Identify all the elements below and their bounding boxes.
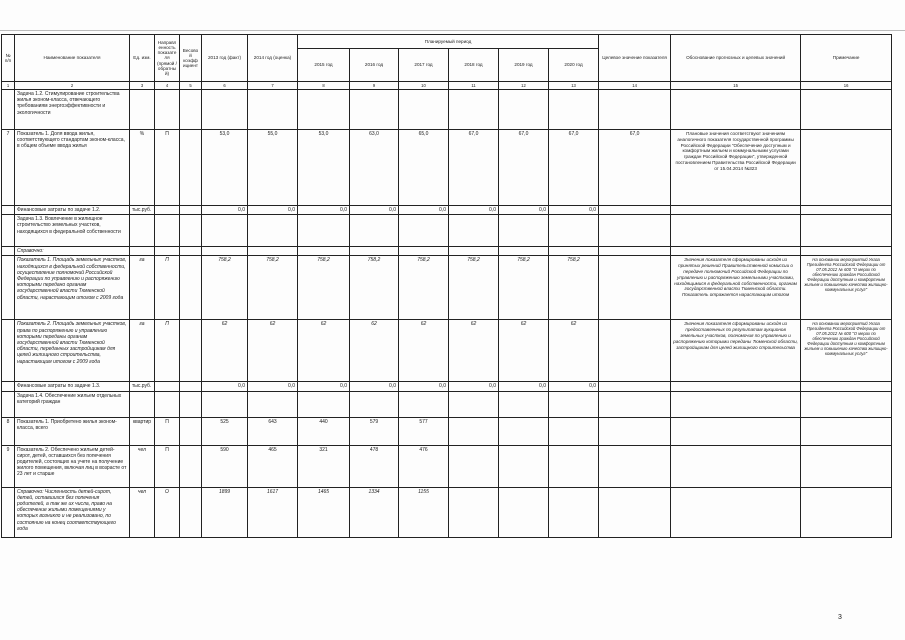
column-number: 13: [549, 82, 599, 90]
value-cell: 440: [298, 417, 350, 445]
value-cell: 65,0: [399, 130, 449, 206]
value-cell: 53,0: [202, 130, 248, 206]
value-cell: 758,2: [499, 256, 549, 320]
table-row: [2, 487, 892, 537]
value-cell: 67,0: [549, 130, 599, 206]
reference-row: [2, 247, 892, 256]
value-cell: 62: [248, 320, 298, 382]
remark-cell: На основании мероприятий Указа Президента Российской Федерации от 07.05.2012 № 600 "О мерах по обеспечению граждан Российской Федерации доступным и комфортным жильем и повышению качества жилищно-коммунальных услуг": [801, 320, 892, 382]
justification-cell: Плановые значения соответствуют значениям аналогичного показателя государственной программы Российской Федерации "Обеспечение доступным и комфортным жильем и коммунальными услугами граждан Российской Федерации", утвержденной постановлением Правительства Российской Федерации от 15.04.2014 №323: [671, 130, 801, 206]
indicator-name: Показатель 2. Площадь земельных участков, права по распоряжению и управлению которыми переданы органам государственной власти Тюменской области, переданных застройщикам для целей жилищного строительства, нарастающим итогом с 2009 года: [15, 320, 130, 382]
column-number: 14: [599, 82, 671, 90]
direction-cell: П: [155, 256, 180, 320]
indicator-name: Показатель 1. Доля ввода жилья, соответствующего стандартам эконом-класса, в общем объеме ввода жилья: [15, 130, 130, 206]
value-cell: 478: [350, 445, 399, 487]
unit-cell: га: [130, 256, 155, 320]
value-cell: 62: [298, 320, 350, 382]
indicator-table: [1, 34, 892, 538]
task-title: Задача 1.2. Стимулирование строительства жилья эконом-класса, отвечающего требованиям энергоэффективности и экологичности: [15, 90, 130, 130]
unit-cell: тыс.руб.: [130, 382, 155, 391]
task-row: [2, 215, 892, 247]
task-title: Задача 1.3. Вовлечение в жилищное строительство земельных участков, находящихся в федеральной собственности: [15, 215, 130, 247]
value-cell: 758,2: [202, 256, 248, 320]
column-number: 15: [671, 82, 801, 90]
column-number: 7: [248, 82, 298, 90]
column-number: 2: [15, 82, 130, 90]
value-cell: 1617: [248, 487, 298, 537]
value-cell: 758,2: [298, 256, 350, 320]
target-cell: 67,0: [599, 130, 671, 206]
indicator-name: Показатель 2. Обеспечено жильем детей-сирот, детей, оставшихся без попечения родителей, состоящих на учете на получение жилого помещения, включая лиц в возрасте от 23 лет и старше: [15, 445, 130, 487]
value-cell: 0,0: [350, 206, 399, 215]
col-year-header: 2017 год: [399, 49, 449, 82]
value-cell: 579: [350, 417, 399, 445]
column-number: 16: [801, 82, 892, 90]
value-cell: 1465: [298, 487, 350, 537]
col-justification-header: Обоснование прогнозных и целевых значений: [671, 35, 801, 82]
value-cell: 62: [549, 320, 599, 382]
column-number: 3: [130, 82, 155, 90]
value-cell: 62: [399, 320, 449, 382]
value-cell: 67,0: [449, 130, 499, 206]
value-cell: 0,0: [202, 382, 248, 391]
value-cell: 63,0: [350, 130, 399, 206]
value-cell: 476: [399, 445, 449, 487]
unit-cell: га: [130, 320, 155, 382]
column-number: 6: [202, 82, 248, 90]
value-cell: 1334: [350, 487, 399, 537]
col-year-header: 2019 год: [499, 49, 549, 82]
col-year-header: 2016 год: [350, 49, 399, 82]
value-cell: 758,2: [350, 256, 399, 320]
col-num-header: № п/п: [2, 35, 15, 82]
finance-label: Финансовые затраты по задаче 1.2.: [15, 206, 130, 215]
column-number: 11: [449, 82, 499, 90]
col-name-header: Наименование показателя: [15, 35, 130, 82]
unit-cell: квартир: [130, 417, 155, 445]
col-2014-header: 2014 год (оценка): [248, 35, 298, 82]
column-number-row: [2, 82, 892, 90]
row-number: 7: [2, 130, 15, 206]
value-cell: 0,0: [399, 382, 449, 391]
reference-label: Справочно:: [15, 247, 130, 256]
value-cell: 0,0: [202, 206, 248, 215]
value-cell: 321: [298, 445, 350, 487]
col-unit-header: Ед. изм.: [130, 35, 155, 82]
col-year-header: 2015 год: [298, 49, 350, 82]
value-cell: 758,2: [449, 256, 499, 320]
value-cell: 0,0: [298, 206, 350, 215]
column-number: 1: [2, 82, 15, 90]
value-cell: 0,0: [399, 206, 449, 215]
row-number: 9: [2, 445, 15, 487]
table-row: [2, 320, 892, 382]
value-cell: 0,0: [248, 206, 298, 215]
task-row: [2, 90, 892, 130]
column-number: 4: [155, 82, 180, 90]
col-year-header: 2018 год: [449, 49, 499, 82]
row-number: 8: [2, 417, 15, 445]
direction-cell: П: [155, 320, 180, 382]
remark-cell: На основании мероприятий Указа Президента Российской Федерации от 07.05.2012 № 600 "О мерах по обеспечению граждан Российской Федерации доступным и комфортным жильем и повышению качества жилищно-коммунальных услуг": [801, 256, 892, 320]
planned-period-header: Планируемый период: [298, 35, 599, 49]
value-cell: 0,0: [298, 382, 350, 391]
value-cell: 0,0: [499, 382, 549, 391]
col-remark-header: Примечание: [801, 35, 892, 82]
direction-cell: П: [155, 130, 180, 206]
column-number: 12: [499, 82, 549, 90]
col-weight-header: Весовой коэффициент: [180, 35, 202, 82]
header-row-1: [2, 35, 892, 49]
column-number: 8: [298, 82, 350, 90]
task-title: Задача 1.4. Обеспечение жильем отдельных категорий граждан: [15, 391, 130, 417]
col-target-header: Целевое значение показателя: [599, 35, 671, 82]
task-row: [2, 391, 892, 417]
column-number: 5: [180, 82, 202, 90]
indicator-name: Показатель 1. Приобретено жилья эконом-класса, всего: [15, 417, 130, 445]
unit-cell: %: [130, 130, 155, 206]
finance-row: [2, 206, 892, 215]
value-cell: 0,0: [449, 206, 499, 215]
justification-cell: Значения показателя сформированы исходя из принятых решений Правительственной комиссии о передаче полномочий Российской Федерации по управлению и распоряжению земельными участками, находящимися в федеральной собственности, органам государственной власти Тюменской области. Показатель отражается нарастающим итогом: [671, 256, 801, 320]
value-cell: 590: [202, 445, 248, 487]
indicator-name: Справочно: Численность детей-сирот, детей, оставшихся без попечения родителей, а так же их числа, право на обеспечение жилыми помещениями у которых возникло и не реализовано, по состоянию на конец соответствующего года: [15, 487, 130, 537]
finance-row: [2, 382, 892, 391]
value-cell: 465: [248, 445, 298, 487]
direction-cell: П: [155, 417, 180, 445]
value-cell: 1899: [202, 487, 248, 537]
value-cell: 758,2: [549, 256, 599, 320]
column-number: 10: [399, 82, 449, 90]
value-cell: 0,0: [549, 382, 599, 391]
value-cell: 55,0: [248, 130, 298, 206]
column-number: 9: [350, 82, 399, 90]
value-cell: 758,2: [248, 256, 298, 320]
unit-cell: чел: [130, 445, 155, 487]
value-cell: 62: [499, 320, 549, 382]
value-cell: 0,0: [549, 206, 599, 215]
page-number: 3: [838, 614, 842, 621]
unit-cell: чел: [130, 487, 155, 537]
col-year-header: 2020 год: [549, 49, 599, 82]
value-cell: 62: [449, 320, 499, 382]
value-cell: 0,0: [350, 382, 399, 391]
value-cell: 53,0: [298, 130, 350, 206]
table-row: [2, 445, 892, 487]
value-cell: 0,0: [499, 206, 549, 215]
value-cell: 0,0: [449, 382, 499, 391]
col-2013-header: 2013 год (факт): [202, 35, 248, 82]
unit-cell: тыс.руб.: [130, 206, 155, 215]
col-direction-header: Направленность показателя (прямой / обратный): [155, 35, 180, 82]
value-cell: 758,2: [399, 256, 449, 320]
value-cell: 62: [350, 320, 399, 382]
value-cell: 67,0: [499, 130, 549, 206]
direction-cell: О: [155, 487, 180, 537]
justification-cell: Значения показателя сформированы исходя из предоставленных по результатам аукционов земельных участков, полномочия по управлению и распоряжению которыми переданы Тюменской области, застройщикам для целей жилищного строительства: [671, 320, 801, 382]
value-cell: 577: [399, 417, 449, 445]
value-cell: 0,0: [248, 382, 298, 391]
header-rule: [0, 30, 905, 31]
table-row: [2, 417, 892, 445]
table-row: [2, 130, 892, 206]
direction-cell: П: [155, 445, 180, 487]
value-cell: 62: [202, 320, 248, 382]
value-cell: 1155: [399, 487, 449, 537]
indicator-name: Показатель 1. Площадь земельных участков, находящихся в федеральной собственности, осуществление полномочий Российской Федерации по управлению и распоряжению которыми передано органам государственной власти Тюменской области, нарастающим итогом с 2009 года: [15, 256, 130, 320]
value-cell: 643: [248, 417, 298, 445]
finance-label: Финансовые затраты по задаче 1.3.: [15, 382, 130, 391]
table-row: [2, 256, 892, 320]
value-cell: 525: [202, 417, 248, 445]
